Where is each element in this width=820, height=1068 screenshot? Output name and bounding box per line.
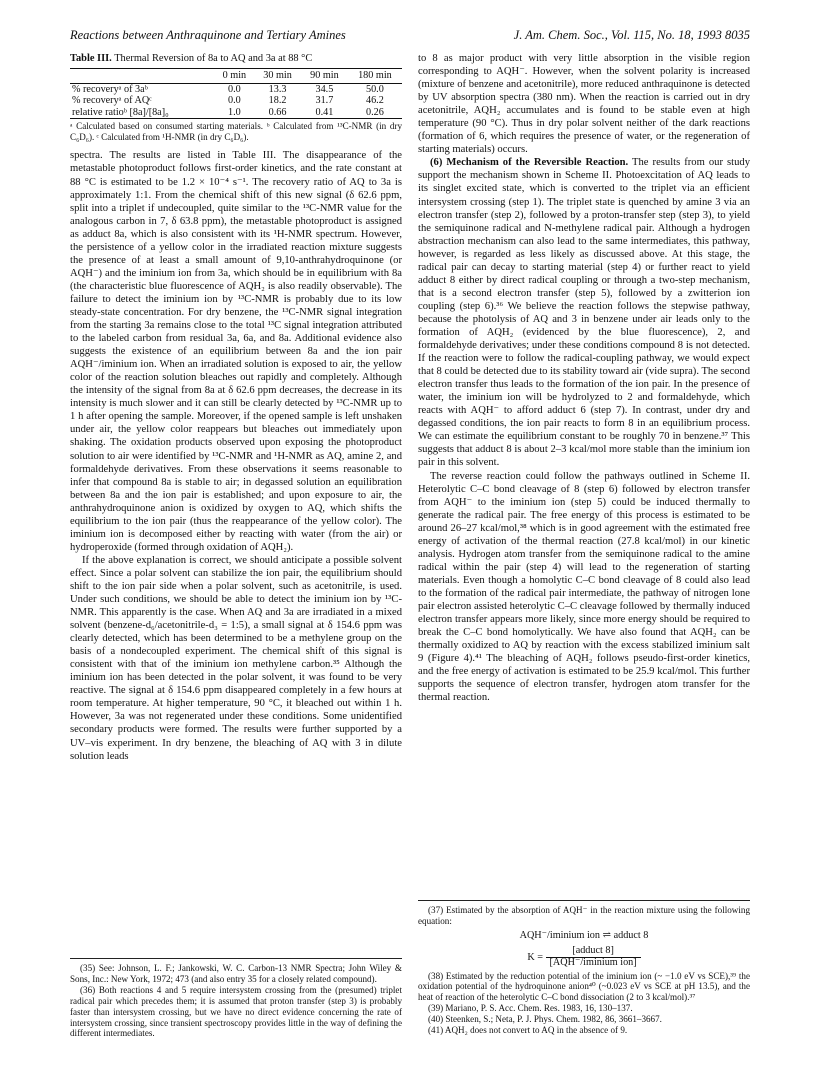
table-row — [70, 83, 402, 95]
table-caption-text: Thermal Reversion of 8a to AQ and 3a at 88 °C — [114, 53, 313, 64]
k-fraction — [546, 946, 641, 969]
right-footnotes — [418, 900, 750, 1036]
table-cell: 1.0 — [228, 106, 241, 118]
body-paragraph: spectra. The results are listed in Table III. The disappearance of the metastable photoproduct follows first-order kinetics, and the rate constant at 88 °C is estimated to be 1.2 × 10⁻⁴ s⁻¹. The recovery ratio of AQ to 3a is approximately 1:1. From the chemical shift of this new signal (δ 62.6 ppm, split into a triplet if undecoupled, quite similar to the ¹³C-NMR value for the analogous carbon in 7, δ 63.8 ppm), the metastable photoproduct is assigned as adduct 8a, which is also consistent with its ¹H-NMR spectrum. However, the persistence of a yellow color in the irradiated reaction mixture suggests the presence of at least a small amount of 9,10-anthrahydroquinone (or AQH⁻) and the iminium ion from 3a, which should be in equilibrium with 8a (the characteristic blue fluorescence of AQH₂ is also readily observable). The failure to detect the iminium ion by ¹³C-NMR is probably due to its low steady-state concentration. For dry benzene, the ¹³C-NMR signal integration from the starting 3a remains close to the total ¹³C signal integration attributed to the labeled carbon from residual 3a, 6a, and 8a. Additional evidence also suggests the existence of an equilibrium between 8a and the ion pair AQH⁻/iminium ion. When an irradiated solution is exposed to air, the yellow color of the reaction solution bleaches out rapidly and completely. Although the intensity of the signal from 8a at δ 62.6 ppm decreases, the decrease in its intensity is much slower and it can still be clearly detected by ¹³C-NMR up to 1 h after opening the sample. Moreover, if the opened sample is left unshaken under air, the yellow color reappears but bleaches out immediately upon shaking. The oxidation products observed upon exposing the photoproduct solution to air were identified by ¹³C-NMR and ¹H-NMR as AQ, amine 2, and formaldehyde derivatives. From these observations it seems reasonable to infer that compound 8a is stable to air; in degassed solution an equilibration between 8a and the ion pair is established; and upon exposure to air, the anthrahydroquinone anion is oxidized by oxygen to AQ, which shifts the equilibrium to the ion pair (thus the reappearance of the yellow color). The iminium ion is decomposed either by reacting with water (from the air) or hydroperoxide (formed through oxidation of AQH₂). — [70, 150, 402, 553]
footnote-39: (39) Mariano, P. S. Acc. Chem. Res. 1983, 16, 130–137. — [428, 1003, 633, 1014]
footnote-37: (37) Estimated by the absorption of AQH⁻ in the reaction mixture using the following equation: — [418, 905, 750, 926]
body-paragraph — [418, 156, 750, 469]
running-head-citation: J. Am. Chem. Soc., Vol. 115, No. 18, 1993 8035 — [513, 28, 750, 42]
body-paragraph: If the above explanation is correct, we should anticipate a possible solvent effect. Since a polar solvent can stabilize the ion pair, the equilibrium should shift to the ion pair side when a polar solvent, such as acetonitrile, is used. Under such conditions, we should be able to detect the iminium ion by ¹³C-NMR. This apparently is the case. When AQ and 3a are irradiated in a mixed solvent (benzene-d₆/acetonitrile-d₃ = 1:5), a small signal at δ 154.6 ppm was clearly detected, which has been determined to be a methylene group on the basis of a nondecoupled experiment. The chemical shift of this signal is consistent with that of the iminium ion methylene carbon.³⁵ Although the iminium ion has been detected in the polar solvent, it was found to be very reactive. The signal at δ 154.6 ppm disappeared completely in a few hours at room temperature. At higher temperature, 90 °C, it bleached out within 1 h. However, 3a was not regenerated under these conditions. Some unidentified secondary products were formed. The results were further supported by a UV–vis experiment. In dry benzene, the bleaching of AQ with 3 in dilute solution leads — [70, 554, 402, 762]
k-symbol: K = — [527, 951, 543, 963]
section-body: The results from our study support the mechanism shown in Scheme II. Photoexcitation of AQ leads to its singlet excited state, which is converted to the triplet via an efficient intersystem crossing (step 1). The triplet state is quenched by amine 3 via an electron transfer (step 2), followed by a proton-transfer step (step 3), to yield the semiquinone radical and N-methylene radical pair. Although a hydrogen abstraction mechanism can also lead to the same intermediates, this pathway, however, is regarded as less likely as discussed above. At this stage, the radical pair can decay to starting material (step 4) or further react to yield adduct 8 either by direct radical coupling or through a two-step mechanism, that is a second electron transfer (step 5), followed by a zwitterion ion coupling (step 6).³⁶ We believe the reaction follows the stepwise pathway, because the photolysis of AQ and 3 in benzene under air leads only to the formation of AQH₂ (evidenced by the blue fluorescence), 2, and formaldehyde derivatives; under these conditions compound 8 is not detected. If the reaction were to follow the radical-coupling pathway, we would expect that 8 could be detected due to its stability toward air (vide supra). The second electron transfer thus leads to the formation of the ion pair. In the presence of water, the iminium ion will be hydrolyzed to 2 and formaldehyde, which reacts with AQH⁻ to afford adduct 6 (step 7). In contrast, under dry and degassed conditions, the ion pair reacts to form 8 in an equilibrium process. We can estimate the equilibrium constant to be roughly 70 in benzene.³⁷ This suggests that adduct 8 is about 2–3 kcal/mol more stable than the iminium ion pair in this solvent. — [418, 157, 750, 469]
table-cell: 18.2 — [268, 95, 287, 107]
table-cell: 0.66 — [268, 106, 287, 118]
running-head — [70, 28, 750, 44]
section-heading: (6) Mechanism of the Reversible Reaction. — [430, 157, 629, 169]
table-cell: 0.41 — [315, 106, 334, 118]
footnote-38: (38) Estimated by the reduction potential of the iminium ion (~ −1.0 eV vs SCE),³⁹ the oxidation potential of the hydroquinone anion⁴⁰ (~0.023 eV vs SCE at pH 13.5), and the heat of reaction of the heterolytic C–C bond dissociation (2 to 3 kcal/mol).³⁷ — [418, 970, 750, 1003]
table-caption-label: Table III. — [70, 53, 112, 64]
table-caption — [70, 52, 402, 65]
k-numerator: [adduct 8] — [546, 946, 641, 958]
running-head-title: Reactions between Anthraquinone and Tertiary Amines — [70, 28, 346, 42]
left-column — [70, 52, 402, 763]
table-footnote: ᵃ Calculated based on consumed starting materials. ᵇ Calculated from ¹³C-NMR (in dry C₆D₆). ᶜ Calculated from ¹H-NMR (in dry C₆D₆). — [70, 121, 402, 143]
table-header-cell: 90 min — [310, 70, 339, 82]
table-header-cell: 30 min — [263, 70, 292, 82]
table-header-cell — [70, 69, 215, 84]
equilibrium-equation: AQH⁻/iminium ion ⇌ adduct 8 — [519, 929, 649, 941]
left-footnotes — [70, 958, 402, 1039]
footnote-41: (41) AQH₂ does not convert to AQ in the absence of 9. — [428, 1025, 628, 1036]
table-row-label: relative ratioᵇ [8a]/[8a]₀ — [72, 106, 169, 118]
footnote-40: (40) Steenken, S.; Neta, P. J. Phys. Chem. 1982, 86, 3661–3667. — [428, 1014, 662, 1025]
table-row-label: % recoveryᵃ of AQᶜ — [72, 95, 152, 107]
data-table — [70, 68, 402, 119]
table-cell: 0.0 — [228, 83, 241, 95]
table-row-label: % recoveryᵃ of 3aᵇ — [72, 83, 148, 95]
footnote-36: (36) Both reactions 4 and 5 require intersystem crossing from the (presumed) triplet radical pair which precedes them; it is assumed that proton transfer (step 3) is probably faster than intersystem crossing, but we have no direct evidence concerning the rate of intersystem crossing, since transient spectroscopy provides little in the way of defining the different intermediates. — [70, 984, 402, 1039]
equilibrium-constant — [418, 946, 750, 969]
body-paragraph: to 8 as major product with very little absorption in the visible region corresponding to AQH⁻. However, when the solvent polarity is increased (mixture of benzene and acetonitrile), more reduced anthraquinone is detected by UV absorption spectra (380 nm). When the reaction is carried out in dry acetonitrile, AQH₂ accumulates and is found to be stable even at high temperature (90 °C). Thus in dry polar solvent neither of the dark reactions (formation of 6, which requires the presence of water, or the regeneration of starting materials) occurs. — [418, 53, 750, 156]
table-cell: 0.0 — [228, 95, 241, 107]
table-header-cell: 0 min — [222, 70, 247, 82]
k-denominator: [AQH⁻/iminium ion] — [549, 956, 637, 968]
table-cell: 34.5 — [315, 83, 334, 95]
table-cell: 13.3 — [268, 83, 287, 95]
table-header-cell: 180 min — [358, 70, 392, 82]
table-row — [70, 107, 402, 119]
body-paragraph: The reverse reaction could follow the pathways outlined in Scheme II. Heterolytic C–C bond cleavage of 8 (step 6) followed by electron transfer from AQH⁻ to the iminium ion (step 5) could be induced thermally to generate the radical pair. The free energy of this process is estimated to be around 26–27 kcal/mol,³⁸ which is in good agreement with the estimated free energy of activation of the thermal reaction (27.8 kcal/mol) in our kinetic analysis. Hydrogen atom transfer from the semiquinone radical to the amine radical within the pair (step 4) will lead to the regeneration of starting materials. Even though a homolytic C–C bond cleavage of 8 could also lead to the formation of the radical pair intermediate, the pathway of nitrogen lone pair electron assisted heterolytic C–C cleavage followed by thermally induced electron transfer appears more likely, since more energy should be required to break the C–C bond homolytically. We have also found that AQH₂ can be thermally oxidized to AQ by reaction with the excess stabilized iminium salt 9 (Figure 4).⁴¹ The bleaching of AQH₂ follows pseudo-first-order kinetics, and the free energy of activation is estimated to be 25.9 kcal/mol. This further supports the sequence of electron transfer, hydrogen atom transfer for the thermal reaction. — [418, 470, 750, 704]
table-cell: 0.26 — [365, 106, 384, 118]
table-cell: 46.2 — [365, 95, 384, 107]
table-header-row — [70, 69, 402, 84]
table-cell: 50.0 — [365, 83, 384, 95]
table-row — [70, 95, 402, 107]
footnote-35: (35) See: Johnson, L. F.; Jankowski, W. C. Carbon-13 NMR Spectra; John Wiley & Sons, Inc.: New York, 1972; 473 (and also entry 35 for a closely related compound). — [70, 963, 402, 984]
right-column — [418, 52, 750, 704]
table-cell: 31.7 — [315, 95, 334, 107]
